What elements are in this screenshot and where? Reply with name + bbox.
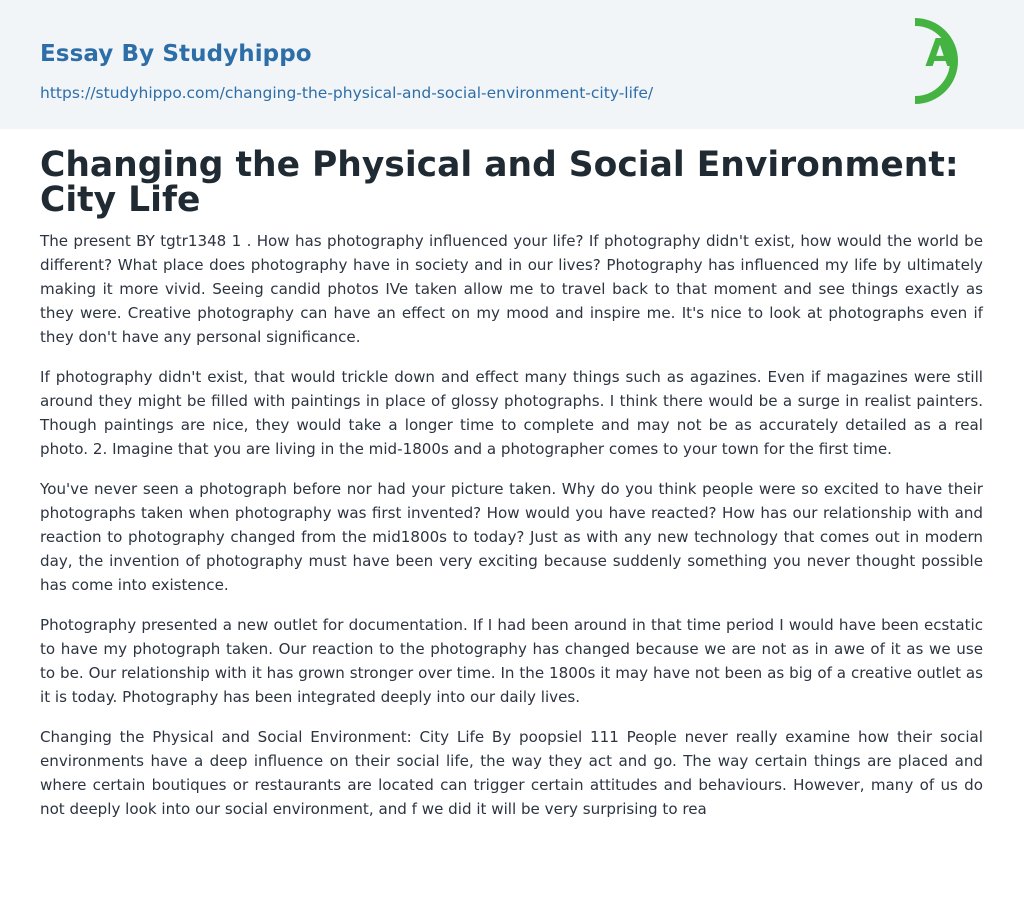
essay-paragraph: If photography didn't exist, that would trickle down and effect many things such as agazines. Even if magazines were still around they might be filled with paintings in place of glossy photographs. I think there would be a surge in realist painters. Though paintings are nice, they would take a longer time to complete and may not be as accurately detailed as a real photo. 2. Imagine that you are living in the mid-1800s and a photographer comes to your town for the first time. xyxy=(40,368,983,458)
essay-paragraph: Changing the Physical and Social Environment: City Life By poopsiel 111 People never really examine how their social environments have a deep influence on their social life, the way they act and go. The way certain things are placed and where certain boutiques or restaurants are located can trigger certain attitudes and behaviours. However, many of us do not deeply look into our social environment, and f we did it will be very surprising to rea xyxy=(40,728,983,818)
page-title: Changing the Physical and Social Environment: City Life xyxy=(40,145,959,220)
essay-paragraph: You've never seen a photograph before nor had your picture taken. Why do you think people were so excited to have their photographs taken when photography was first invented? How would you have reacted? How has our relationship with and reaction to photography changed from the mid1800s to today? Just as with any new technology that comes out in modern day, the invention of photography must have been very exciting because suddenly something you never thought possible has come into existence. xyxy=(40,480,983,594)
site-brand[interactable]: Essay By Studyhippo xyxy=(40,41,312,67)
essay-paragraph: The present BY tgtr1348 1 . How has photography influenced your life? If photography didn't exist, how would the world be different? What place does photography have in society and in our lives? Photography has influenced my life by ultimately making it more vivid. Seeing candid photos IVe taken allow me to travel back to that moment and see things exactly as they were. Creative photography can have an effect on my mood and inspire me. It's nice to look at photographs even if they don't have any personal significance. xyxy=(40,232,983,346)
logo-letter: A xyxy=(925,31,955,75)
essay-url-link[interactable]: https://studyhippo.com/changing-the-physical-and-social-environment-city-life/ xyxy=(40,84,654,102)
studyhippo-logo-icon[interactable] xyxy=(912,18,988,106)
essay-body xyxy=(40,229,983,837)
essay-paragraph: Photography presented a new outlet for documentation. If I had been around in that time period I would have been ecstatic to have my photograph taken. Our reaction to the photography has changed because we are not as in awe of it as we use to be. Our relationship with it has grown stronger over time. In the 1800s it may have not been as big of a creative outlet as it is today. Photography has been integrated deeply into our daily lives. xyxy=(40,616,983,706)
site-header xyxy=(0,0,1024,129)
